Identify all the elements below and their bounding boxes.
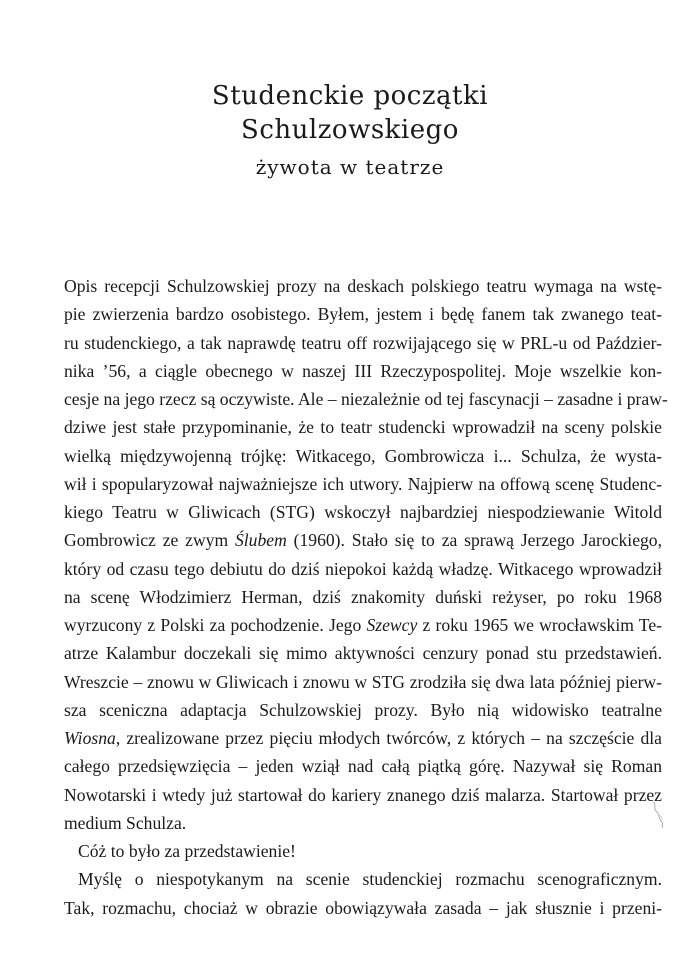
- text-line: całego przedsięwzięcia – jeden wziął nad całą piątką górę. Nazywał się Roman: [64, 756, 662, 777]
- scan-smudge-mark: [648, 800, 668, 830]
- paragraph-2: [64, 837, 662, 865]
- text-line: sza sceniczna adaptacja Schulzowskiej prozy. Było nią widowisko teatralne: [64, 699, 662, 720]
- text-fragment: z roku 1965 we wrocławskim Te-: [417, 615, 662, 635]
- play-title-slub: Ślubem: [235, 530, 287, 551]
- text-line: wił i spopularyzował najważniejsze ich utwory. Najpierw na offową scenę Studenc-: [64, 473, 662, 494]
- paragraph-1: [64, 272, 668, 837]
- text-line: nika ’56, a ciągle obecnego w naszej III Rzeczypospolitej. Moje wszelkie kon-: [64, 360, 662, 381]
- chapter-body: [64, 272, 668, 922]
- text-line: dziwe jest stałe przypominanie, że to teatr studencki wprowadził na sceny polskie: [64, 417, 662, 438]
- chapter-title: [0, 79, 700, 183]
- chapter-title-line-2: Schulzowskiego: [241, 115, 459, 146]
- play-title-szewcy: Szewcy: [366, 615, 418, 635]
- text-line: Opis recepcji Schulzowskiej prozy na deskach polskiego teatru wymaga na wstę-: [64, 276, 662, 296]
- paragraph-3: [64, 865, 662, 922]
- text-line: cesje na jego rzecz są oczywiste. Ale – niezależnie od tej fascynacji – zasadne i praw-: [64, 389, 668, 409]
- text-line: na scenę Włodzimierz Herman, dziś znakomity duński reżyser, po roku 1968: [64, 586, 662, 607]
- text-line: atrze Kalambur doczekali się mimo aktywności cenzury ponad stu przedstawień.: [64, 643, 662, 664]
- text-fragment: , zrealizowane przez pięciu młodych twórców, z których – na szczęście dla: [115, 728, 662, 748]
- text-fragment: wyrzucony z Polski za pochodzenie. Jego: [64, 615, 367, 635]
- text-line: [64, 526, 662, 554]
- chapter-title-line-1: Studenckie początki: [211, 81, 489, 112]
- text-line: Myślę o niespotykanym na scenie studenckiej rozmachu scenograficznym.: [78, 869, 662, 890]
- text-line: który od czasu tego debiutu do dziś niepokoi każdą władzę. Witkacego wprowadził: [64, 558, 662, 579]
- text-line: Cóż to było za przedstawienie!: [78, 841, 296, 861]
- play-title-wiosna: Wiosna: [64, 728, 116, 748]
- text-line: kiego Teatru w Gliwicach (STG) wskoczył najbardziej niespodziewanie Witold: [64, 502, 662, 522]
- text-line: ru studenckiego, a tak naprawdę teatru off rozwijającego się w PRL-u od Paździer-: [64, 332, 662, 353]
- text-line: Wreszcie – znowu w Gliwicach i znowu w STG zrodziła się dwa lata później pierw-: [64, 671, 662, 692]
- text-line: Tak, rozmachu, chociaż w obrazie obowiązywała zasada – jak słusznie i przeni-: [64, 897, 662, 918]
- text-fragment: (1960). Stało się to za sprawą Jerzego Jarockiego,: [286, 530, 662, 551]
- text-line: pie zwierzenia bardzo osobistego. Byłem, jestem i będę fanem tak zwanego teat-: [64, 304, 662, 325]
- text-line: medium Schulza.: [64, 812, 187, 833]
- chapter-title-line-3: żywota w teatrze: [255, 155, 445, 180]
- text-line: Nowotarski i wtedy już startował do kariery znanego dziś malarza. Startował przez: [64, 784, 662, 805]
- text-line: wielką międzywojenną trójkę: Witkacego, Gombrowicza i... Schulza, że wysta-: [64, 445, 662, 466]
- text-line: [64, 724, 662, 752]
- text-fragment: Gombrowicz ze zwym: [64, 530, 235, 551]
- text-line: [64, 611, 662, 639]
